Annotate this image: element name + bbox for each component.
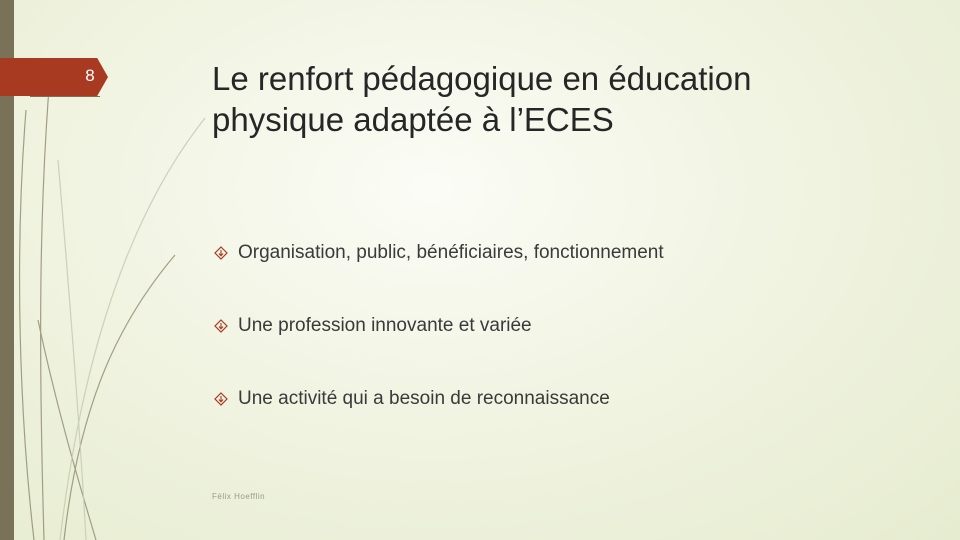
diamond-arrow-icon bbox=[214, 319, 228, 333]
slide-title bbox=[212, 58, 912, 140]
bullet-item bbox=[214, 240, 934, 266]
bullet-item bbox=[214, 386, 934, 412]
diamond-arrow-icon bbox=[214, 392, 228, 406]
bullet-text: Une profession innovante et variée bbox=[238, 315, 532, 336]
footer-author: Félix Hoefflin bbox=[212, 492, 266, 501]
slide-title-line-1: Le renfort pédagogique en éducation bbox=[212, 60, 752, 97]
slide-title-line-2: physique adaptée à l’ECES bbox=[212, 101, 614, 138]
slide-number-underline bbox=[30, 96, 100, 97]
bullet-list bbox=[214, 240, 934, 459]
bullet-text: Organisation, public, bénéficiaires, fonctionnement bbox=[238, 242, 664, 263]
bullet-text: Une activité qui a besoin de reconnaissance bbox=[238, 388, 610, 409]
bullet-item bbox=[214, 313, 934, 339]
diamond-arrow-icon bbox=[214, 246, 228, 260]
slide-number: 8 bbox=[85, 66, 95, 85]
